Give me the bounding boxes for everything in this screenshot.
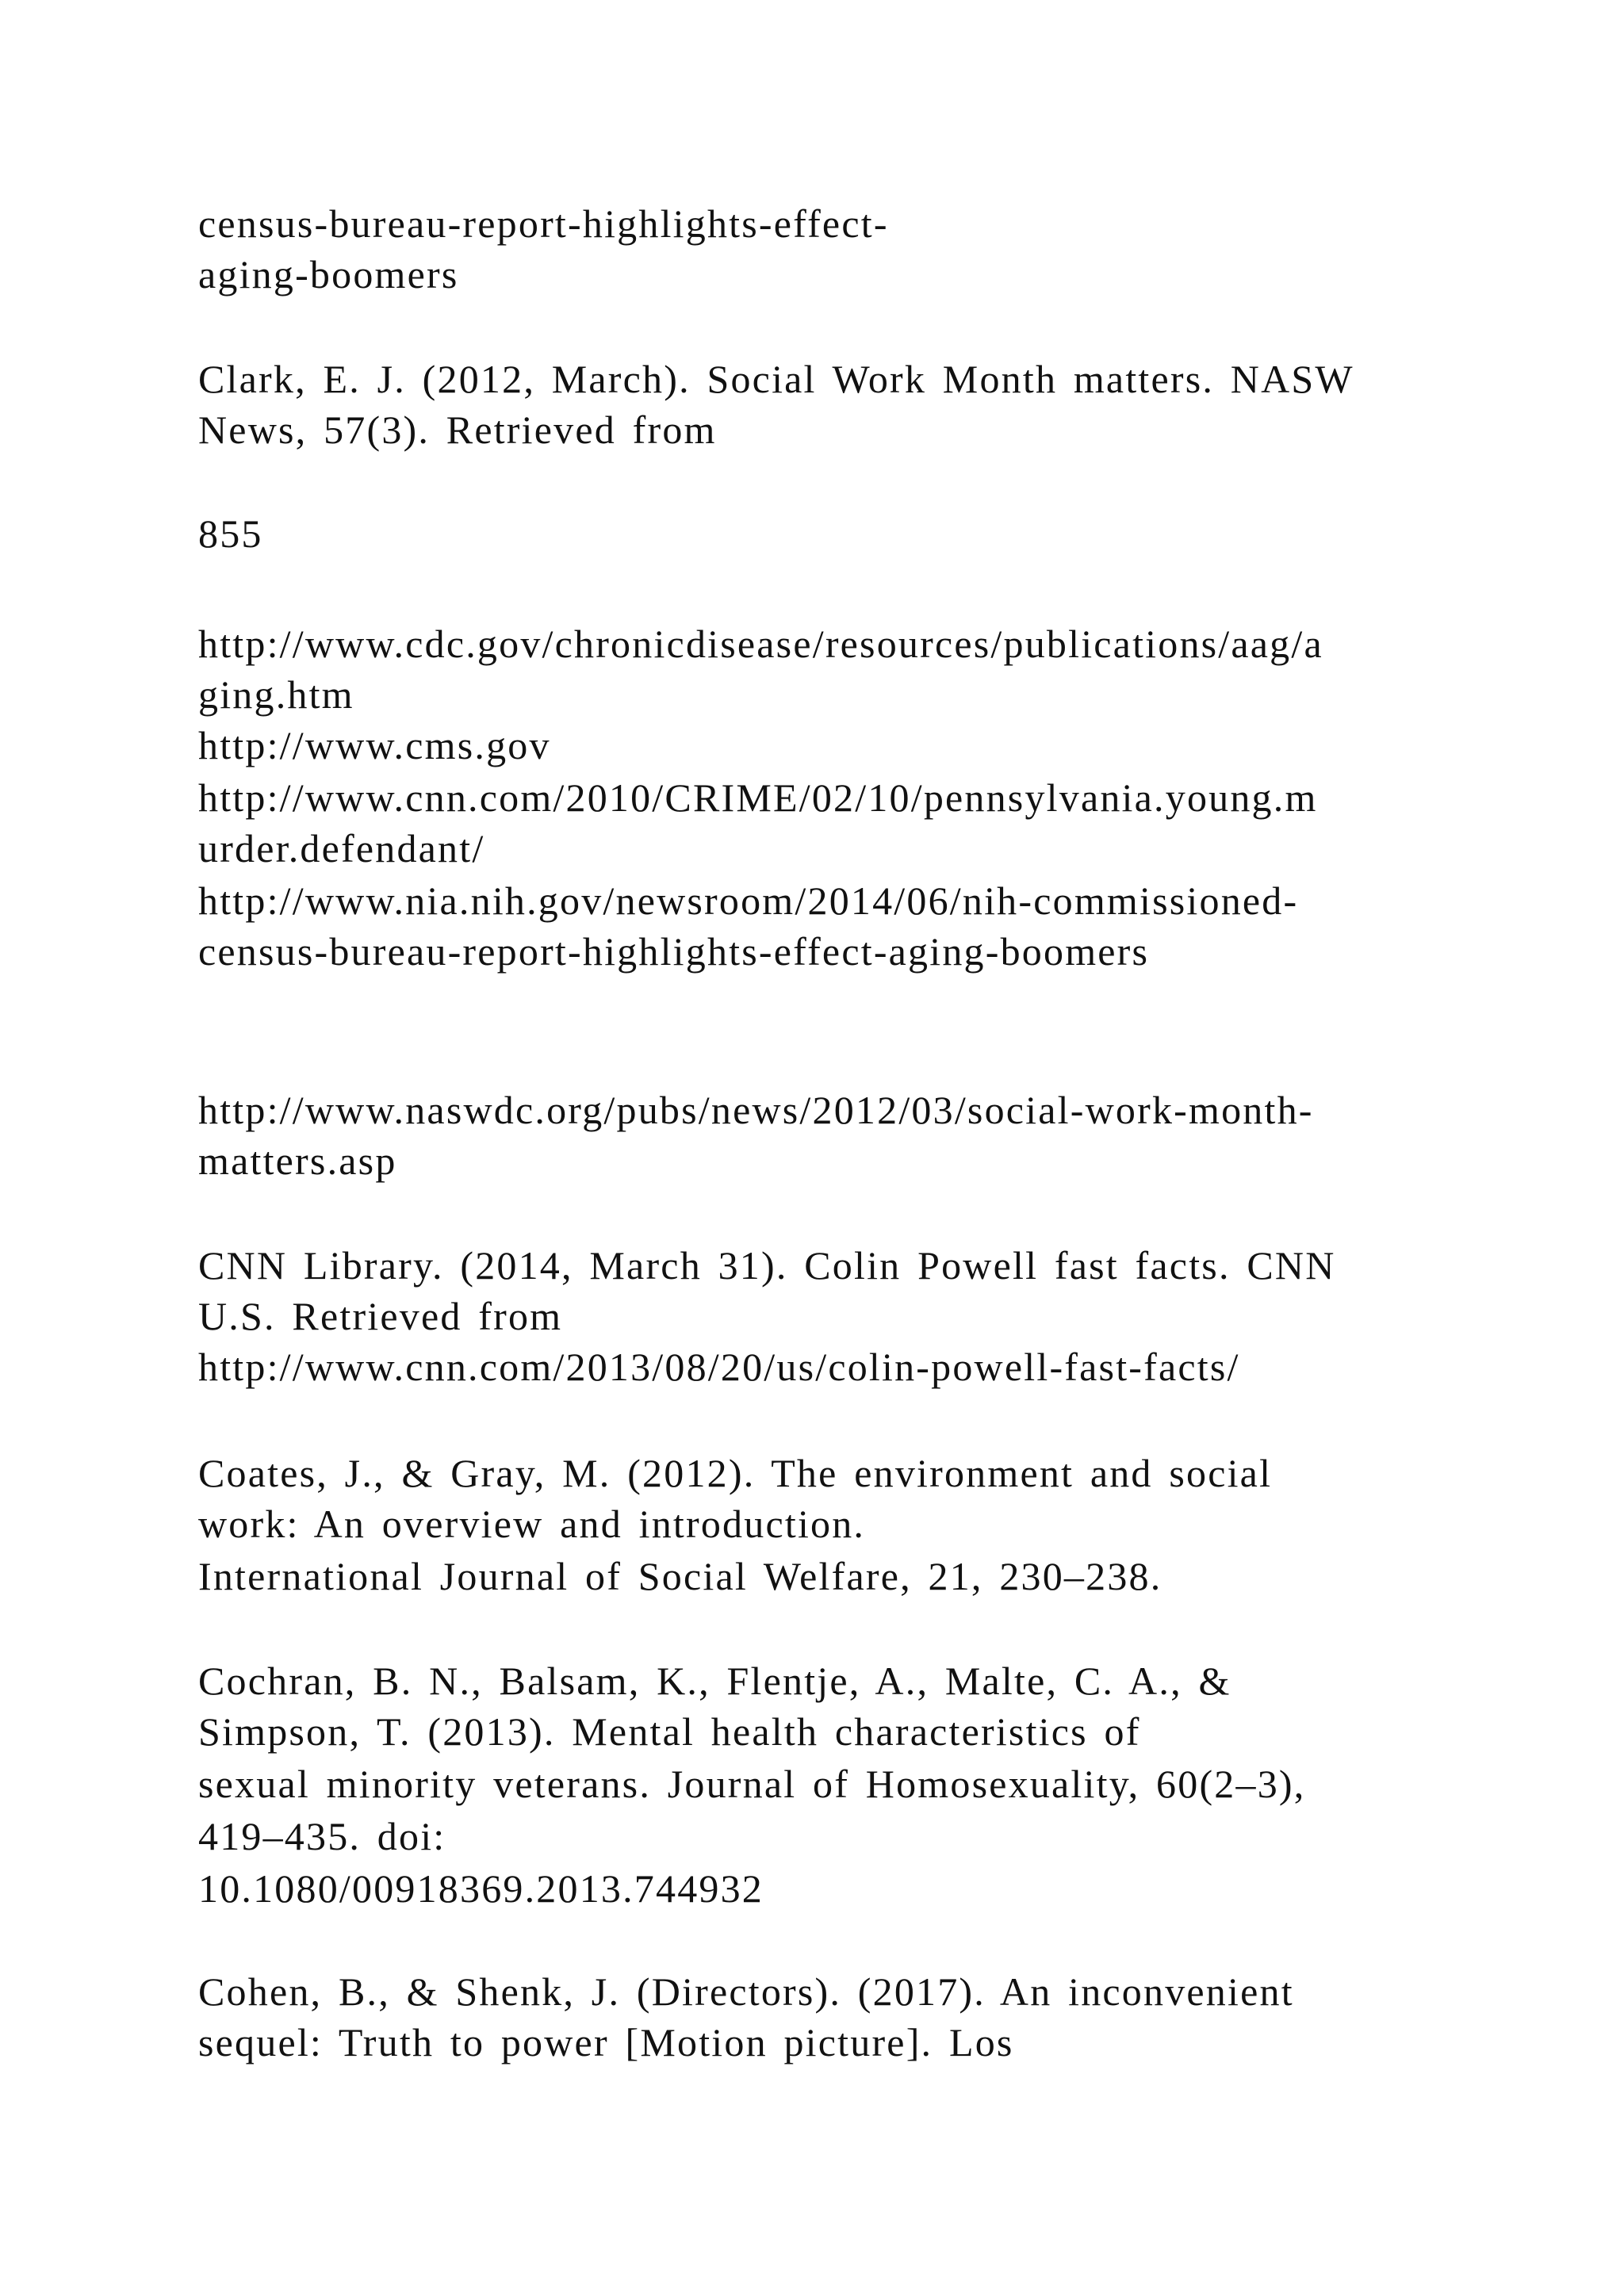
url-line: http://www.nia.nih.gov/newsroom/2014/06/nih-commissioned- — [198, 878, 1299, 923]
text-line: aging-boomers — [198, 252, 459, 297]
reference-cnn-line: http://www.cnn.com/2013/08/20/us/colin-powell-fast-facts/ — [198, 1345, 1240, 1389]
reference-cohen-line: Cohen, B., & Shenk, J. (Directors). (2017). An inconvenient — [198, 1969, 1294, 2014]
url-line: matters.asp — [198, 1138, 397, 1183]
text-line: census-bureau-report-highlights-effect- — [198, 201, 889, 246]
reference-cnn-line: CNN Library. (2014, March 31). Colin Powell fast facts. CNN — [198, 1243, 1336, 1288]
reference-cnn-line: U.S. Retrieved from — [198, 1294, 563, 1338]
page-number: 855 — [198, 511, 263, 556]
url-line: http://www.cdc.gov/chronicdisease/resources/publications/aag/a — [198, 622, 1323, 666]
reference-coates-line: Coates, J., & Gray, M. (2012). The environment and social — [198, 1451, 1273, 1495]
reference-cochran-line: 419–435. doi: — [198, 1814, 446, 1858]
reference-cochran-line: Cochran, B. N., Balsam, K., Flentje, A., Malte, C. A., & — [198, 1659, 1231, 1703]
reference-clark-line: News, 57(3). Retrieved from — [198, 408, 717, 452]
reference-coates-line: International Journal of Social Welfare, 21, 230–238. — [198, 1554, 1162, 1598]
url-line: census-bureau-report-highlights-effect-aging-boomers — [198, 929, 1150, 974]
url-line: ging.htm — [198, 672, 354, 717]
reference-clark-line: Clark, E. J. (2012, March). Social Work Month matters. NASW — [198, 357, 1354, 401]
url-line: http://www.naswdc.org/pubs/news/2012/03/social-work-month- — [198, 1088, 1314, 1132]
reference-cochran-line: Simpson, T. (2013). Mental health characteristics of — [198, 1709, 1141, 1754]
reference-cochran-line: sexual minority veterans. Journal of Homosexuality, 60(2–3), — [198, 1762, 1306, 1806]
reference-cochran-line: 10.1080/00918369.2013.744932 — [198, 1866, 764, 1911]
url-line: http://www.cms.gov — [198, 723, 551, 767]
url-line: http://www.cnn.com/2010/CRIME/02/10/pennsylvania.young.m — [198, 775, 1318, 820]
reference-cohen-line: sequel: Truth to power [Motion picture]. Los — [198, 2020, 1014, 2064]
reference-coates-line: work: An overview and introduction. — [198, 1502, 866, 1546]
url-line: urder.defendant/ — [198, 826, 485, 871]
